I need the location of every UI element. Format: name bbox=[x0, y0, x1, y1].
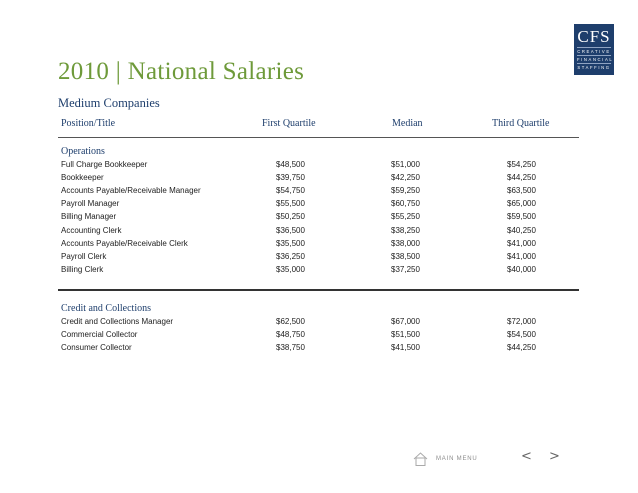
third-quartile-cell: $59,500 bbox=[507, 212, 536, 222]
first-quartile-cell: $36,500 bbox=[276, 225, 305, 235]
first-quartile-cell: $48,500 bbox=[276, 160, 305, 169]
first-quartile-cell: $54,750 bbox=[276, 186, 305, 196]
table-row bbox=[0, 199, 638, 212]
median-cell: $51,500 bbox=[391, 330, 420, 340]
first-quartile-cell: $48,750 bbox=[276, 330, 305, 340]
third-quartile-cell: $41,000 bbox=[507, 238, 536, 248]
position-title-cell: Payroll Manager bbox=[61, 199, 120, 209]
first-quartile-cell: $38,750 bbox=[276, 343, 305, 353]
logo-mark: CFS bbox=[577, 27, 611, 46]
third-quartile-cell: $40,000 bbox=[507, 264, 536, 274]
logo-line: CREATIVE bbox=[577, 49, 611, 54]
position-title-cell: Accounts Payable/Receivable Manager bbox=[61, 186, 201, 196]
median-cell: $38,250 bbox=[391, 225, 420, 235]
first-quartile-cell: $35,000 bbox=[276, 264, 305, 274]
logo-line: FINANCIAL bbox=[577, 57, 614, 62]
third-quartile-cell: $54,500 bbox=[507, 330, 536, 340]
third-quartile-cell: $65,000 bbox=[507, 199, 536, 209]
table-row bbox=[0, 343, 638, 356]
median-cell: $41,500 bbox=[391, 343, 420, 353]
median-cell: $51,000 bbox=[391, 160, 420, 169]
table-row bbox=[0, 173, 638, 186]
position-title-cell: Credit and Collections Manager bbox=[61, 317, 174, 326]
section-divider bbox=[58, 289, 579, 291]
position-title-cell: Accounting Clerk bbox=[61, 225, 122, 235]
position-title-cell: Billing Manager bbox=[61, 212, 117, 222]
table-row bbox=[0, 317, 638, 330]
median-cell: $60,750 bbox=[391, 199, 420, 209]
median-cell: $42,250 bbox=[391, 173, 420, 183]
company-logo bbox=[574, 24, 614, 75]
third-quartile-cell: $41,000 bbox=[507, 251, 536, 261]
section-heading: Operations bbox=[61, 146, 105, 157]
position-title-cell: Billing Clerk bbox=[61, 264, 104, 274]
header-position: Position/Title bbox=[61, 118, 116, 129]
page-title: 2010 | National Salaries bbox=[58, 58, 305, 85]
table-row bbox=[0, 330, 638, 343]
logo-line: STAFFING bbox=[577, 65, 611, 70]
position-title-cell: Bookkeeper bbox=[61, 173, 104, 183]
position-title-cell: Full Charge Bookkeeper bbox=[61, 160, 148, 169]
header-median: Median bbox=[392, 118, 423, 129]
next-page-button[interactable]: > bbox=[549, 449, 560, 464]
position-title-cell: Commercial Collector bbox=[61, 330, 138, 340]
median-cell: $67,000 bbox=[391, 317, 420, 326]
table-row bbox=[0, 239, 638, 252]
table-row bbox=[0, 265, 638, 278]
first-quartile-cell: $50,250 bbox=[276, 212, 305, 222]
table-row bbox=[0, 212, 638, 225]
third-quartile-cell: $40,250 bbox=[507, 225, 536, 235]
third-quartile-cell: $44,250 bbox=[507, 173, 536, 183]
main-menu-link[interactable]: MAIN MENU bbox=[436, 456, 478, 462]
page-subtitle: Medium Companies bbox=[58, 96, 160, 110]
first-quartile-cell: $35,500 bbox=[276, 238, 305, 248]
median-cell: $38,000 bbox=[391, 238, 420, 248]
table-row bbox=[0, 186, 638, 199]
first-quartile-cell: $39,750 bbox=[276, 173, 305, 183]
previous-page-button[interactable]: < bbox=[521, 449, 532, 464]
third-quartile-cell: $72,000 bbox=[507, 317, 536, 326]
table-row bbox=[0, 226, 638, 239]
table-row bbox=[0, 252, 638, 265]
median-cell: $59,250 bbox=[391, 186, 420, 196]
section-heading: Credit and Collections bbox=[61, 303, 151, 314]
first-quartile-cell: $62,500 bbox=[276, 317, 305, 326]
median-cell: $37,250 bbox=[391, 264, 420, 274]
header-first-quartile: First Quartile bbox=[262, 118, 316, 129]
table-row bbox=[0, 160, 638, 173]
position-title-cell: Consumer Collector bbox=[61, 343, 132, 353]
third-quartile-cell: $44,250 bbox=[507, 343, 536, 353]
home-icon[interactable] bbox=[413, 452, 428, 466]
median-cell: $38,500 bbox=[391, 251, 420, 261]
first-quartile-cell: $36,250 bbox=[276, 251, 305, 261]
header-divider bbox=[58, 137, 579, 138]
header-third-quartile: Third Quartile bbox=[492, 118, 550, 129]
position-title-cell: Accounts Payable/Receivable Clerk bbox=[61, 238, 188, 248]
third-quartile-cell: $63,500 bbox=[507, 186, 536, 196]
first-quartile-cell: $55,500 bbox=[276, 199, 305, 209]
position-title-cell: Payroll Clerk bbox=[61, 251, 107, 261]
median-cell: $55,250 bbox=[391, 212, 420, 222]
third-quartile-cell: $54,250 bbox=[507, 160, 536, 169]
